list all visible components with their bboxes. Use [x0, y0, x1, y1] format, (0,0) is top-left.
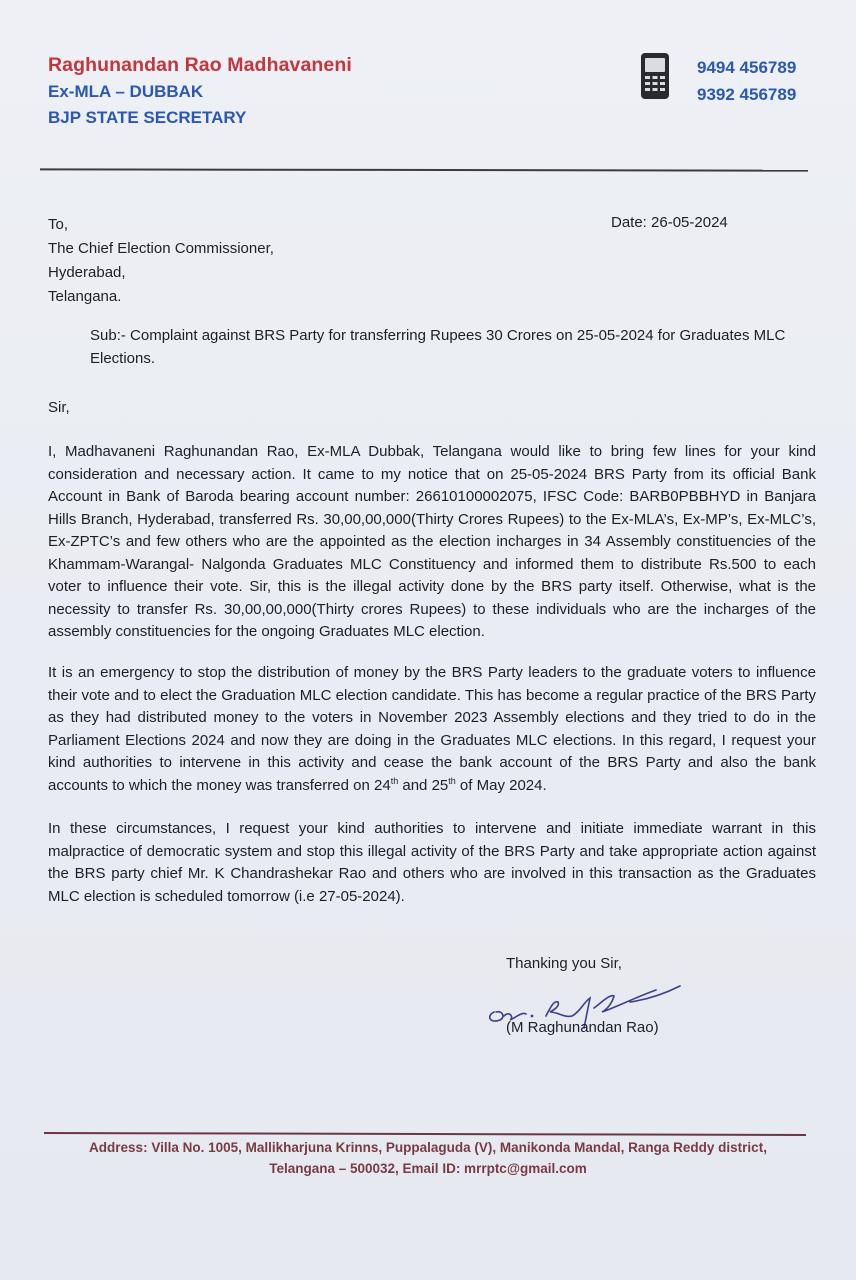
letter-date: Date: 26-05-2024: [611, 214, 728, 231]
salutation: Sir,: [48, 399, 70, 416]
footer-divider: [44, 1132, 806, 1136]
paragraph-2-text: and 25: [398, 776, 449, 794]
phone-numbers: [697, 54, 796, 108]
paragraph-3: In these circumstances, I request your kind authorities to intervene and initiate immediate warrant in this malpractice of democratic system and stop this illegal activity of the BRS Party and take appropriate action against the BRS party chief Mr. K Chandrashekar Rao and others who are involved in this transaction as the Graduates MLC election is scheduled tomorrow (i.e 27-05-2024).: [48, 820, 816, 905]
paragraph-2: [48, 662, 816, 797]
paragraph-2-text: of May 2024.: [455, 776, 547, 794]
letterhead-role: Ex-MLA – DUBBAK: [48, 82, 204, 101]
ordinal-suffix: th: [390, 775, 399, 786]
recipient-block: [48, 214, 274, 310]
footer-line-1: Address: Villa No. 1005, Mallikharjuna Krinns, Puppalaguda (V), Manikonda Mandal, Ranga Reddy district,: [89, 1140, 767, 1155]
phone-number-1: 9494 456789: [697, 58, 797, 77]
phone-number-2: 9392 456789: [697, 85, 797, 104]
closing-line: Thanking you Sir,: [506, 955, 622, 972]
footer-address: [40, 1137, 816, 1179]
recipient-line: The Chief Election Commissioner,: [48, 240, 274, 257]
letter-subject: Sub:- Complaint against BRS Party for transferring Rupees 30 Crores on 25-05-2024 for Graduates MLC Elections.: [90, 327, 786, 367]
paragraph-1: I, Madhavaneni Raghunandan Rao, Ex-MLA Dubbak, Telangana would like to bring few lines for your kind consideration and necessary action. It came to my notice that on 25-05-2024 BRS Party from its official Bank Account in Bank of Baroda bearing account number: 26610100002075, IFSC Code: BARB0PBBHYD in Banjara Hills Branch, Hyderabad, transferred Rs. 30,00,00,000(Thirty Crores Rupees) to the Ex-MLA’s, Ex-MP’s, Ex-MLC’s, Ex-ZPTC’s and few others who are the appointed as the election incharges in 34 Assembly constituencies of the Khammam-Warangal- Nalgonda Graduates MLC Constituency and informed them to distribute Rs.500 to each voter to influence their vote. Sir, this is the illegal activity done by the BRS party itself. Otherwise, what is the necessity to transfer Rs. 30,00,00,000(Thirty crores Rupees) to these individuals who are the incharges of the assembly constituencies for the ongoing Graduates MLC election.: [48, 443, 816, 640]
header-divider: [40, 168, 808, 171]
letterhead-position: BJP STATE SECRETARY: [48, 108, 247, 127]
signatory-name: (M Raghunandan Rao): [506, 1019, 659, 1036]
paragraph-2-text: It is an emergency to stop the distribution of money by the BRS Party leaders to the graduate voters to influence their vote and to elect the Graduation MLC election candidate. This has become a regular practice of the BRS Party as they had distributed money to the voters in November 2023 Assembly elections and they tried to do in the Parliament Elections 2024 and now they are doing in the Graduates MLC elections. In this regard, I request your kind authorities to intervene in this activity and cease the bank account of the BRS Party and also the bank accounts to which the money was transferred on 24: [48, 664, 816, 794]
recipient-line: Telangana.: [48, 288, 122, 305]
ordinal-suffix: th: [448, 775, 456, 786]
letterhead-name: Raghunandan Rao Madhavaneni: [48, 54, 352, 76]
mobile-phone-icon: [640, 52, 670, 100]
recipient-line: To,: [48, 216, 69, 233]
recipient-line: Hyderabad,: [48, 264, 126, 281]
footer-line-2: Telangana – 500032, Email ID: mrrptc@gmail.com: [269, 1161, 587, 1176]
